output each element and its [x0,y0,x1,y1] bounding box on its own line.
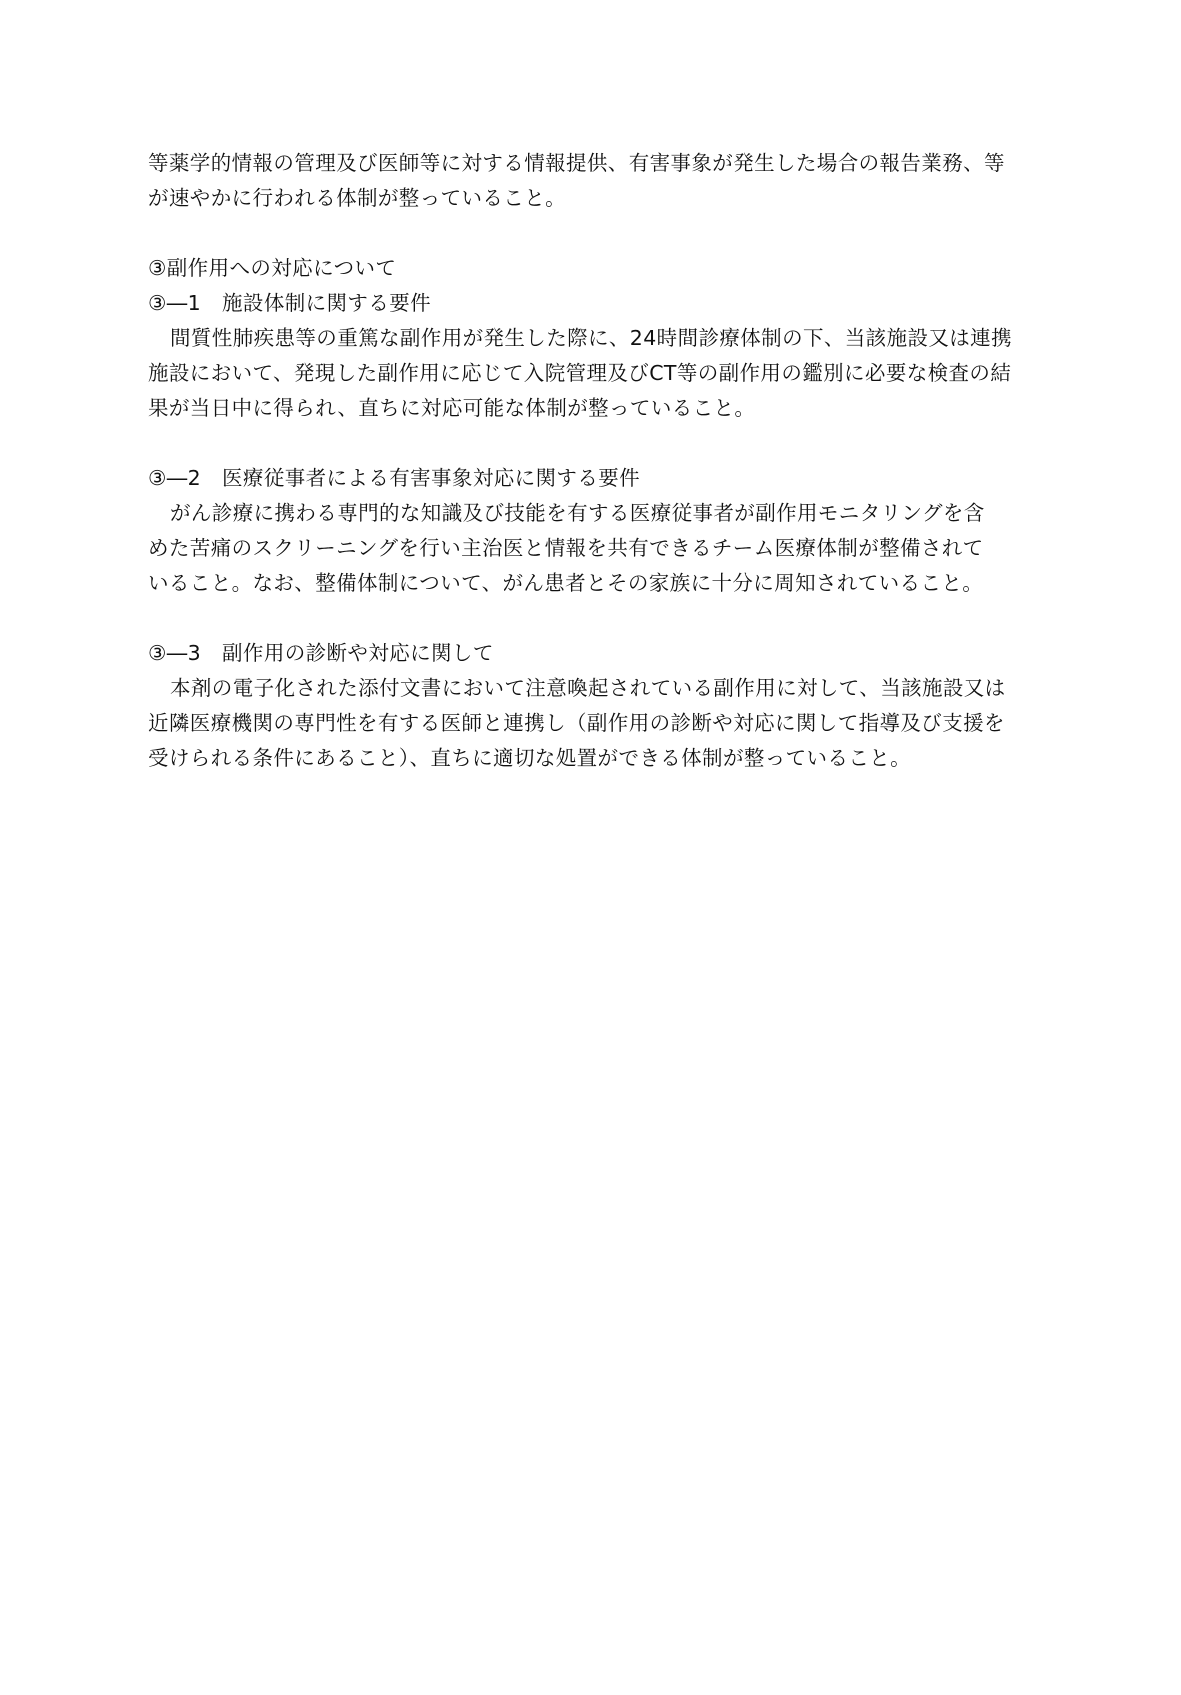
subsection-2-line-1: がん診療に携わる専門的な知識及び技能を有する医療従事者が副作用モニタリングを含 [170,501,985,525]
subsection-1-line-3: 果が当日中に得られ、直ちに対応可能な体制が整っていること。 [148,396,756,420]
subsection-heading-2: ③―2 医療従事者による有害事象対応に関する要件 [148,466,641,490]
subsection-3-line-3: 受けられる条件にあること）、直ちに適切な処置ができる体制が整っていること。 [148,746,912,770]
subsection-3-line-1: 本剤の電子化された添付文書において注意喚起されている副作用に対して、当該施設又は [170,676,1006,700]
spacer [148,216,1038,251]
subsection-heading-1: ③―1 施設体制に関する要件 [148,291,432,315]
subsection-2-line-3: いること。なお、整備体制について、がん患者とその家族に十分に周知されていること。 [148,571,984,595]
subsection-heading-3: ③―3 副作用の診断や対応に関して [148,641,494,665]
intro-line-2: が速やかに行われる体制が整っていること。 [148,186,566,210]
spacer [148,601,1038,636]
document-page [148,146,1038,776]
subsection-3-line-2: 近隣医療機関の専門性を有する医師と連携し（副作用の診断や対応に関して指導及び支援を [148,711,1005,735]
subsection-1-line-2: 施設において、発現した副作用に応じて入院管理及びCT等の副作用の鑑別に必要な検査の結 [148,361,1012,385]
subsection-1-line-1: 間質性肺疾患等の重篤な副作用が発生した際に、24時間診療体制の下、当該施設又は連携 [170,326,1012,350]
intro-line-1: 等薬学的情報の管理及び医師等に対する情報提供、有害事象が発生した場合の報告業務、等 [148,151,1005,175]
spacer [148,426,1038,461]
subsection-2-line-2: めた苦痛のスクリーニングを行い主治医と情報を共有できるチーム医療体制が整備されて [148,536,984,560]
section-heading: ③副作用への対応について [148,256,397,280]
